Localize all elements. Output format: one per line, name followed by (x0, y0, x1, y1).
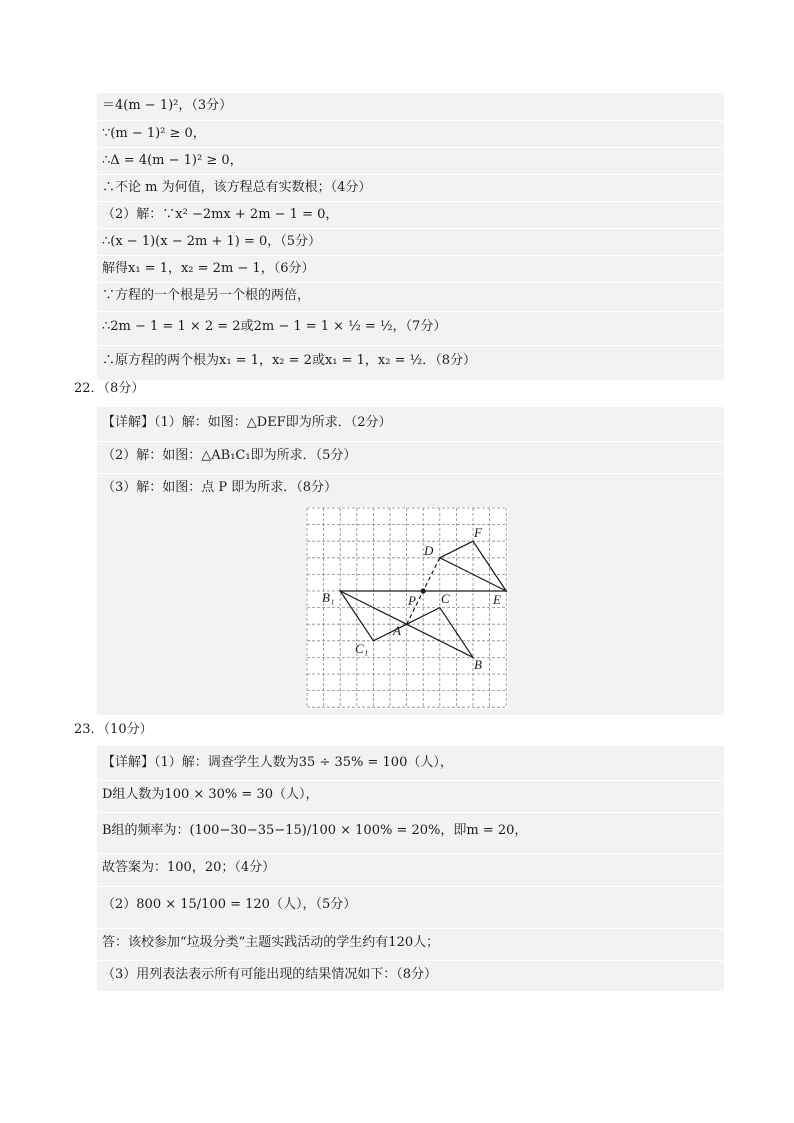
text-line: （2）解：∵x² −2mx + 2m − 1 = 0， (97, 201, 724, 228)
text-line: （2）解：如图：△AB₁C₁即为所求．（5分） (97, 441, 724, 470)
text-line: B组的频率为：(100−30−35−15)/100 × 100% = 20%，即m = 20， (97, 812, 724, 849)
text-line: ∵(m − 1)² ≥ 0， (97, 120, 724, 147)
text-line: ∴不论 m 为何值，该方程总有实数根；（4分） (97, 174, 724, 201)
label-d: D (424, 543, 434, 558)
question-23-heading: 23．（10分） (74, 722, 153, 737)
text-line: （3）解：如图：点 P 即为所求．（8分） (97, 473, 724, 502)
label-a: A (393, 623, 401, 638)
label-p: P (408, 593, 416, 608)
point-p (421, 588, 426, 593)
text-line: 答：该校参加“垃圾分类”主题实践活动的学生约有120人； (97, 928, 724, 957)
text-line: ∴2m − 1 = 1 × 2 = 2或2m − 1 = 1 × ½ = ½，（7分） (97, 311, 724, 342)
geometry-figure (306, 507, 508, 709)
grid-figure-svg (306, 507, 508, 709)
text-line: （3）用列表法表示所有可能出现的结果情况如下：（8分） (97, 960, 724, 989)
label-e: E (493, 592, 501, 607)
label-c1: C₁ (355, 641, 369, 656)
text-line: ＝4(m − 1)²，（3分） (102, 98, 233, 113)
text-line: ∴Δ = 4(m − 1)² ≥ 0， (97, 147, 724, 174)
solution-block-22 (97, 407, 724, 715)
question-22-heading: 22．（8分） (74, 381, 145, 396)
text-line: （2）800 × 15/100 = 120（人），（5分） (97, 886, 724, 923)
text-line: ∴(x − 1)(x − 2m + 1) = 0，（5分） (97, 228, 724, 255)
text-line: 故答案为：100，20；（4分） (97, 853, 724, 882)
text-line: 解得x₁ = 1，x₂ = 2m − 1，（6分） (97, 255, 724, 282)
text-line: ∵方程的一个根是另一个根的两倍， (97, 282, 724, 309)
text-line: D组人数为100 × 30% = 30（人）， (97, 780, 724, 809)
solution-block-21 (97, 93, 724, 380)
solution-block-23 (97, 746, 724, 991)
label-f: F (474, 525, 482, 540)
text-line: 【详解】（1）解：如图：△DEF即为所求．（2分） (102, 415, 392, 430)
text-line: 【详解】（1）解：调查学生人数为35 ÷ 35% = 100（人）， (102, 755, 453, 770)
text-line: ∴原方程的两个根为x₁ = 1，x₂ = 2或x₁ = 1，x₂ = ½．（8分） (97, 345, 724, 376)
label-c: C (441, 591, 450, 606)
label-b: B (474, 657, 482, 672)
label-b1: B₁ (322, 590, 335, 605)
